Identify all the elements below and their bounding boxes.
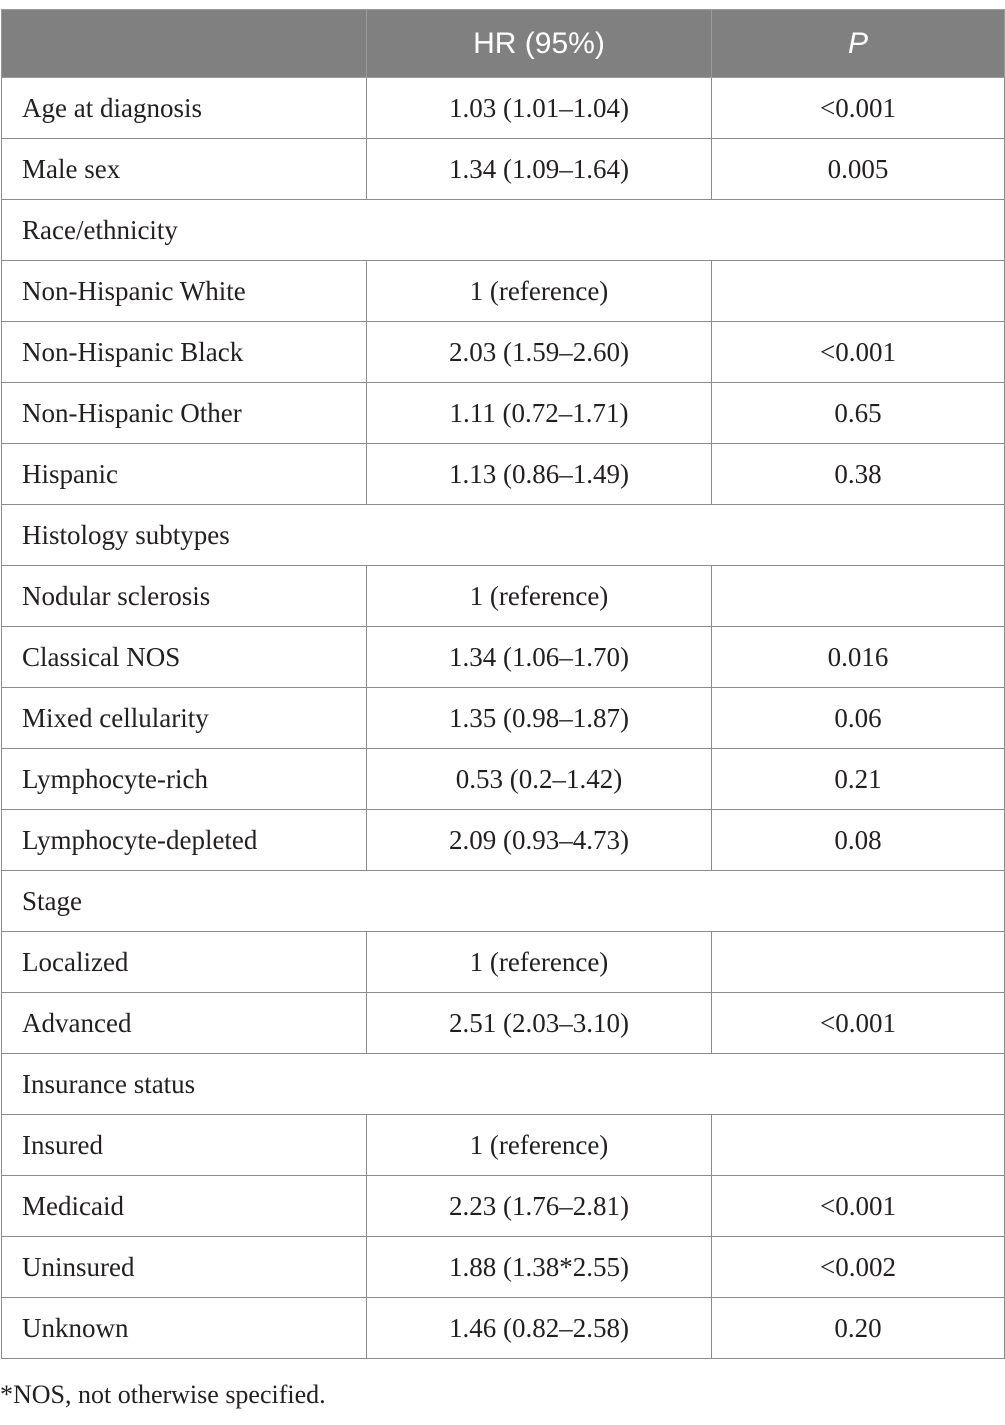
- hr-cell: 1.34 (1.09–1.64): [367, 139, 712, 200]
- table-row: [2, 322, 1005, 383]
- header-row: [2, 10, 1005, 78]
- hr-cell: 2.23 (1.76–2.81): [367, 1176, 712, 1237]
- table-group-row: [2, 505, 1005, 566]
- p-value-cell: 0.20: [712, 1298, 1005, 1359]
- hazard-ratio-table-container: [0, 9, 1005, 1359]
- table-row: [2, 993, 1005, 1054]
- table-row: [2, 1176, 1005, 1237]
- table-row: [2, 139, 1005, 200]
- group-label: Insurance status: [2, 1054, 367, 1115]
- hr-cell: 1.03 (1.01–1.04): [367, 78, 712, 139]
- row-label: Insured: [2, 1115, 367, 1176]
- hr-cell: 1 (reference): [367, 1115, 712, 1176]
- table-row: [2, 749, 1005, 810]
- row-label: Hispanic: [2, 444, 367, 505]
- group-empty-cell: [367, 200, 1005, 261]
- row-label: Non-Hispanic Other: [2, 383, 367, 444]
- table-body: [2, 78, 1005, 1359]
- table-row: [2, 1115, 1005, 1176]
- p-value-cell: <0.001: [712, 993, 1005, 1054]
- hr-cell: 1.35 (0.98–1.87): [367, 688, 712, 749]
- table-group-row: [2, 200, 1005, 261]
- row-label: Age at diagnosis: [2, 78, 367, 139]
- hr-cell: 1 (reference): [367, 261, 712, 322]
- p-value-cell: <0.002: [712, 1237, 1005, 1298]
- row-label: Mixed cellularity: [2, 688, 367, 749]
- table-group-row: [2, 1054, 1005, 1115]
- header-variable: [2, 10, 367, 78]
- hr-cell: 2.09 (0.93–4.73): [367, 810, 712, 871]
- p-value-cell: [712, 261, 1005, 322]
- hr-cell: 1.13 (0.86–1.49): [367, 444, 712, 505]
- p-value-cell: [712, 566, 1005, 627]
- group-label: Histology subtypes: [2, 505, 367, 566]
- group-empty-cell: [367, 1054, 1005, 1115]
- p-value-cell: <0.001: [712, 1176, 1005, 1237]
- p-value-cell: <0.001: [712, 78, 1005, 139]
- hr-cell: 0.53 (0.2–1.42): [367, 749, 712, 810]
- row-label: Nodular sclerosis: [2, 566, 367, 627]
- p-value-cell: [712, 1115, 1005, 1176]
- hr-cell: 2.51 (2.03–3.10): [367, 993, 712, 1054]
- p-value-cell: 0.06: [712, 688, 1005, 749]
- table-group-row: [2, 871, 1005, 932]
- group-empty-cell: [367, 505, 1005, 566]
- p-value-cell: 0.08: [712, 810, 1005, 871]
- group-empty-cell: [367, 871, 1005, 932]
- row-label: Non-Hispanic White: [2, 261, 367, 322]
- p-value-cell: 0.21: [712, 749, 1005, 810]
- table-row: [2, 1298, 1005, 1359]
- hazard-ratio-table: [1, 9, 1005, 1359]
- table-row: [2, 932, 1005, 993]
- table-row: [2, 1237, 1005, 1298]
- hr-cell: 1 (reference): [367, 932, 712, 993]
- row-label: Lymphocyte-depleted: [2, 810, 367, 871]
- group-label: Race/ethnicity: [2, 200, 367, 261]
- hr-cell: 1.11 (0.72–1.71): [367, 383, 712, 444]
- header-hr: HR (95%): [367, 10, 712, 78]
- p-value-cell: <0.001: [712, 322, 1005, 383]
- row-label: Classical NOS: [2, 627, 367, 688]
- row-label: Non-Hispanic Black: [2, 322, 367, 383]
- group-label: Stage: [2, 871, 367, 932]
- table-row: [2, 566, 1005, 627]
- table-header: [2, 10, 1005, 78]
- table-row: [2, 444, 1005, 505]
- hr-cell: 2.03 (1.59–2.60): [367, 322, 712, 383]
- table-row: [2, 261, 1005, 322]
- row-label: Unknown: [2, 1298, 367, 1359]
- row-label: Lymphocyte-rich: [2, 749, 367, 810]
- table-row: [2, 688, 1005, 749]
- hr-cell: 1.46 (0.82–2.58): [367, 1298, 712, 1359]
- table-row: [2, 78, 1005, 139]
- row-label: Uninsured: [2, 1237, 367, 1298]
- hr-cell: 1 (reference): [367, 566, 712, 627]
- table-row: [2, 627, 1005, 688]
- p-value-cell: 0.65: [712, 383, 1005, 444]
- p-value-cell: [712, 932, 1005, 993]
- row-label: Advanced: [2, 993, 367, 1054]
- hr-cell: 1.88 (1.38*2.55): [367, 1237, 712, 1298]
- table-footnote: *NOS, not otherwise specified.: [0, 1380, 326, 1409]
- row-label: Localized: [2, 932, 367, 993]
- row-label: Medicaid: [2, 1176, 367, 1237]
- hr-cell: 1.34 (1.06–1.70): [367, 627, 712, 688]
- row-label: Male sex: [2, 139, 367, 200]
- p-value-cell: 0.38: [712, 444, 1005, 505]
- p-value-cell: 0.016: [712, 627, 1005, 688]
- table-row: [2, 383, 1005, 444]
- p-value-cell: 0.005: [712, 139, 1005, 200]
- header-p-value: P: [712, 10, 1005, 78]
- table-row: [2, 810, 1005, 871]
